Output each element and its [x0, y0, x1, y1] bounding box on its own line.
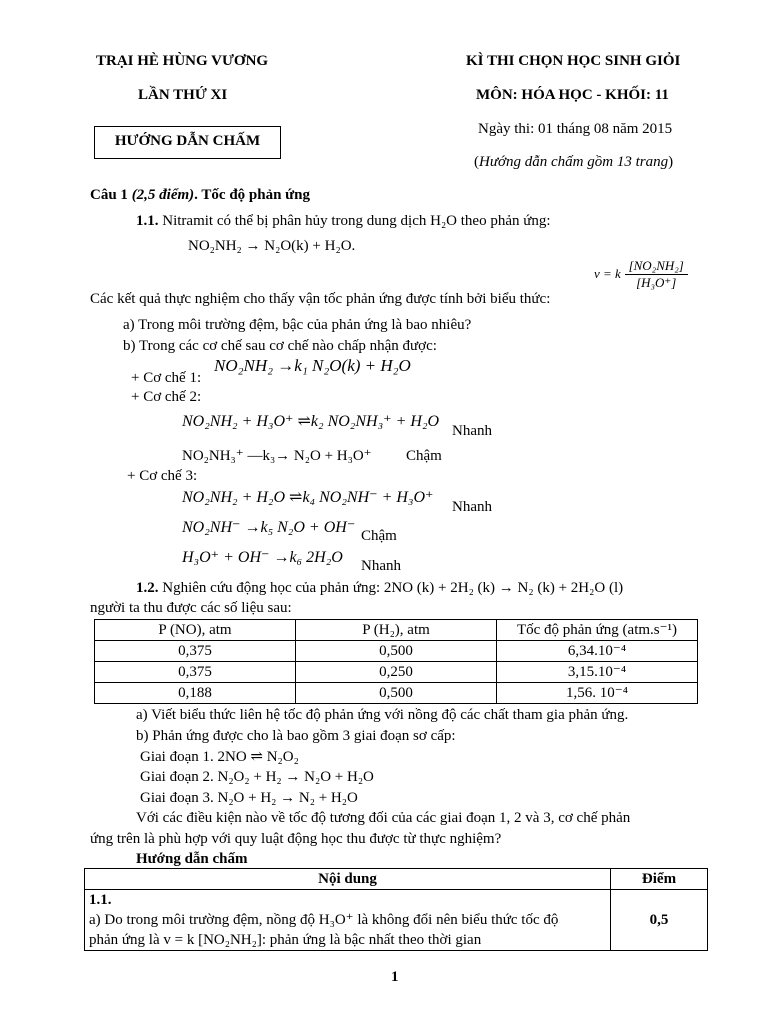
table-header-cell: P (NO), atm	[95, 620, 296, 641]
table-header-cell: P (H₂), atm	[296, 620, 497, 641]
mechanism-2-label: + Cơ chế 2:	[131, 389, 202, 405]
mechanism-3-step-3-speed: Nhanh	[361, 558, 401, 574]
final-question-line-2: ứng trên là phù hợp với quy luật động học thu được từ thực nghiệm?	[90, 831, 502, 847]
question-b: b) Trong các cơ chế sau cơ chế nào chấp nhận được:	[123, 338, 437, 354]
grading-header-row	[85, 869, 708, 890]
mechanism-3-label: + Cơ chế 3:	[127, 468, 198, 484]
mechanism-1-label: + Cơ chế 1:	[131, 370, 202, 386]
mechanism-2-step-1: NO₂NH₂ + H₃O⁺ ⇌k₂ NO₂NH₃⁺ + H₂O	[182, 413, 440, 430]
grading-guide-label: Hướng dẫn chấm	[136, 851, 248, 867]
mechanism-3-step-2: NO₂NH⁻ →k₅ N₂O + OH⁻	[182, 519, 356, 536]
exam-date: Ngày thi: 01 tháng 08 năm 2015	[478, 121, 673, 137]
mechanism-3-step-3: H₃O⁺ + OH⁻ →k₆ 2H₂O	[182, 549, 343, 566]
table-cell: 6,34.10⁻⁴	[497, 641, 698, 662]
table-row	[95, 641, 698, 662]
grading-guide-box: HƯỚNG DẪN CHẤM	[94, 126, 281, 159]
question-topic: . Tốc độ phản ứng	[194, 187, 311, 203]
mechanism-2-step-1-speed: Nhanh	[452, 423, 492, 439]
organizer-name: TRẠI HÈ HÙNG VƯƠNG	[96, 53, 269, 69]
table-cell: 3,15.10⁻⁴	[497, 662, 698, 683]
table-cell: 1,56. 10⁻⁴	[497, 683, 698, 704]
part-1-2	[136, 579, 623, 597]
stage-3: Giai đoạn 3. N₂O + H₂ → N₂ + H₂O	[140, 790, 358, 806]
table-cell: 0,250	[296, 662, 497, 683]
decomposition-reaction: NO₂NH₂ → N₂O(k) + H₂O.	[188, 238, 356, 254]
mechanism-2-step-2-speed: Chậm	[406, 448, 442, 464]
grading-row-line-1: a) Do trong môi trường đệm, nồng độ H₃O⁺ là không đổi nên biểu thức tốc độ	[89, 912, 559, 928]
table-header-cell: Tốc độ phản ứng (atm.s⁻¹)	[497, 620, 698, 641]
exam-title: KÌ THI CHỌN HỌC SINH GIỎI	[466, 53, 681, 69]
grading-row-content	[85, 890, 611, 951]
rate-fraction	[625, 258, 688, 291]
grading-row-score: 0,5	[611, 890, 708, 951]
table-cell: 0,375	[95, 641, 296, 662]
grading-row	[85, 890, 708, 951]
question-title	[90, 186, 310, 204]
pages-note-text: Hướng dẫn chấm gồm 13 trang	[479, 154, 669, 170]
grading-row-label: 1.1.	[89, 892, 112, 908]
part-1-2-label: 1.2.	[136, 580, 159, 596]
final-question-line-1: Với các điều kiện nào về tốc độ tương đối của các giai đoạn 1, 2 và 3, cơ chế phản	[136, 810, 631, 826]
stage-1: Giai đoạn 1. 2NO ⇌ N₂O₂	[140, 749, 299, 765]
table-cell: 0,500	[296, 683, 497, 704]
stage-2: Giai đoạn 2. N₂O₂ + H₂ → N₂O + H₂O	[140, 769, 374, 785]
rate-numerator: [NO₂NH₂]	[625, 258, 688, 275]
part-1-1-label: 1.1.	[136, 213, 159, 229]
grading-header-content: Nội dung	[85, 869, 611, 890]
question-number: Câu 1	[90, 187, 128, 203]
mechanism-3-step-1-speed: Nhanh	[452, 499, 492, 515]
part-1-1	[136, 212, 551, 230]
table-cell: 0,188	[95, 683, 296, 704]
part-1-2-cont: người ta thu được các số liệu sau:	[90, 600, 292, 616]
table-cell: 0,500	[296, 641, 497, 662]
rate-eq-v: v = k	[594, 265, 621, 281]
table-header-row	[95, 620, 698, 641]
question-points: (2,5 điểm)	[131, 187, 195, 203]
subject-line: MÔN: HÓA HỌC - KHỐI: 11	[476, 87, 669, 103]
table-cell: 0,375	[95, 662, 296, 683]
mechanism-3-step-2-speed: Chậm	[361, 528, 397, 544]
kinetics-data-table	[94, 619, 698, 704]
part-1-2-text: Nghiên cứu động học của phản ứng: 2NO (k) + 2H₂ (k) → N₂ (k) + 2H₂O (l)	[162, 580, 624, 596]
part-1-1-text: Nitramit có thể bị phân hủy trong dung dịch H₂O theo phản ứng:	[162, 213, 551, 229]
mechanism-3-step-1: NO₂NH₂ + H₂O ⇌k₄ NO₂NH⁻ + H₃O⁺	[182, 489, 434, 506]
table-row	[95, 683, 698, 704]
question-a: a) Trong môi trường đệm, bậc của phản ứng là bao nhiêu?	[123, 317, 472, 333]
rate-intro: Các kết quả thực nghiệm cho thấy vận tốc phản ứng được tính bởi biểu thức:	[90, 291, 551, 307]
edition-label: LẦN THỨ XI	[138, 87, 228, 103]
rate-denominator: [H₃O⁺]	[636, 275, 677, 290]
pages-note: (Hướng dẫn chấm gồm 13 trang)	[474, 154, 674, 170]
mechanism-2-step-2: NO₂NH₃⁺ —k₃→ N₂O + H₃O⁺	[182, 448, 372, 464]
table-row	[95, 662, 698, 683]
part-1-2-question-b: b) Phản ứng được cho là bao gồm 3 giai đoạn sơ cấp:	[136, 728, 456, 744]
grading-table	[84, 868, 708, 951]
grading-row-line-2: phản ứng là v = k [NO₂NH₂]: phản ứng là bậc nhất theo thời gian	[89, 932, 482, 948]
grading-header-score: Điểm	[611, 869, 708, 890]
page-number: 1	[391, 969, 399, 985]
mechanism-1-equation: NO₂NH₂ →k₁ N₂O(k) + H₂O	[214, 356, 411, 375]
rate-equation	[594, 258, 688, 291]
part-1-2-question-a: a) Viết biểu thức liên hệ tốc độ phản ứng với nồng độ các chất tham gia phản ứng.	[136, 707, 629, 723]
